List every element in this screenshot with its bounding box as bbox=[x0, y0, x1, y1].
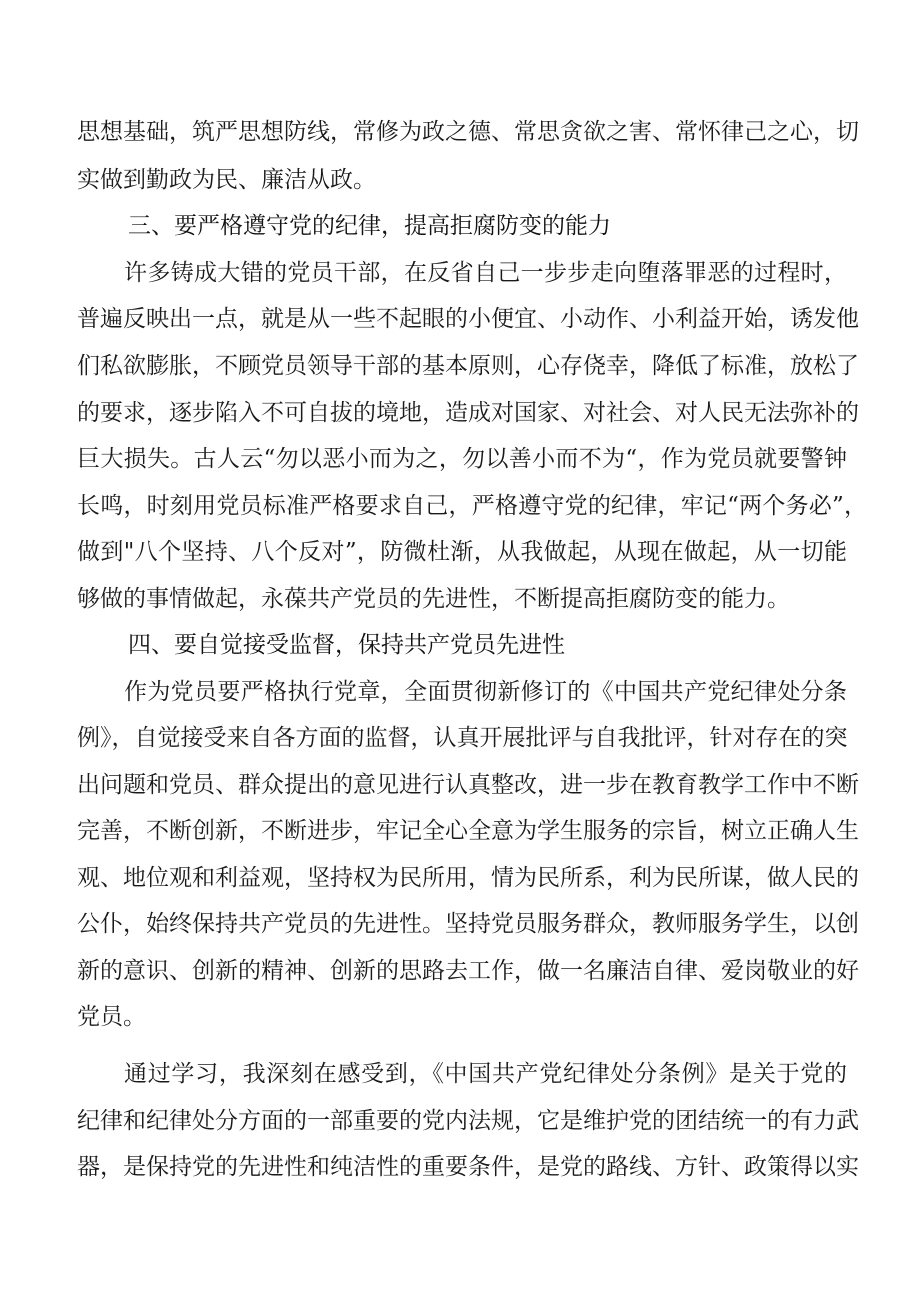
paragraph-line: 够做的事情做起，永葆共产党员的先进性，不断提高拒腐防变的能力。 bbox=[77, 586, 790, 612]
paragraph-line: 例》，自觉接受来自各方面的监督，认真开展批评与自我批评，针对存在的突 bbox=[77, 725, 848, 751]
paragraph-line: 器，是保持党的先进性和纯洁性的重要条件，是党的路线、方针、政策得以实 bbox=[77, 1154, 859, 1180]
paragraph-line: 完善，不断创新，不断进步，牢记全心全意为学生服务的宗旨，树立正确人生 bbox=[77, 818, 859, 844]
paragraph-line: 的要求，逐步陷入不可自拔的境地，造成对国家、对社会、对人民无法弥补的 bbox=[77, 400, 859, 426]
paragraph-line: 做到"八个坚持、八个反对”，防微杜渐，从我做起，从现在做起，从一切能 bbox=[77, 539, 847, 565]
paragraph-line: 们私欲膨胀，不顾党员领导干部的基本原则，心存侥幸，降低了标准，放松了 bbox=[77, 353, 859, 379]
paragraph-line: 长鸣，时刻用党员标准严格要求自己，严格遵守党的纪律，牢记“两个务必”， bbox=[77, 493, 867, 519]
paragraph-line: 许多铸成大错的党员干部，在反省自己一步步走向堕落罪恶的过程时， bbox=[124, 260, 847, 286]
paragraph-line: 通过学习，我深刻在感受到，《中国共产党纪律处分条例》是关于党的 bbox=[124, 1061, 847, 1087]
paragraph-line: 公仆，始终保持共产党员的先进性。坚持党员服务群众，教师服务学生，以创 bbox=[77, 911, 859, 937]
paragraph-line: 出问题和党员、群众提出的意见进行认真整改，进一步在教育教学工作中不断 bbox=[77, 772, 859, 798]
paragraph-line: 党员。 bbox=[77, 1004, 146, 1030]
section-heading-3: 三、要严格遵守党的纪律，提高拒腐防变的能力 bbox=[128, 213, 611, 239]
paragraph-line: 新的意识、创新的精神、创新的思路去工作，做一名廉洁自律、爱岗敬业的好 bbox=[77, 958, 859, 984]
paragraph-line: 实做到勤政为民、廉洁从政。 bbox=[77, 167, 376, 193]
paragraph-line: 普遍反映出一点，就是从一些不起眼的小便宜、小动作、小利益开始，诱发他 bbox=[77, 306, 859, 332]
paragraph-line: 纪律和纪律处分方面的一部重要的党内法规，它是维护党的团结统一的有力武 bbox=[77, 1108, 859, 1134]
paragraph-line: 思想基础，筑严思想防线，常修为政之德、常思贪欲之害、常怀律己之心，切 bbox=[77, 119, 859, 145]
paragraph-line: 巨大损失。古人云“勿以恶小而为之，勿以善小而不为“，作为党员就要警钟 bbox=[77, 446, 847, 472]
section-heading-4: 四、要自觉接受监督，保持共产党员先进性 bbox=[128, 632, 565, 658]
paragraph-line: 观、地位观和利益观，坚持权为民所用，情为民所系，利为民所谋，做人民的 bbox=[77, 865, 859, 891]
paragraph-line: 作为党员要严格执行党章，全面贯彻新修订的《中国共产党纪律处分条 bbox=[124, 679, 847, 705]
